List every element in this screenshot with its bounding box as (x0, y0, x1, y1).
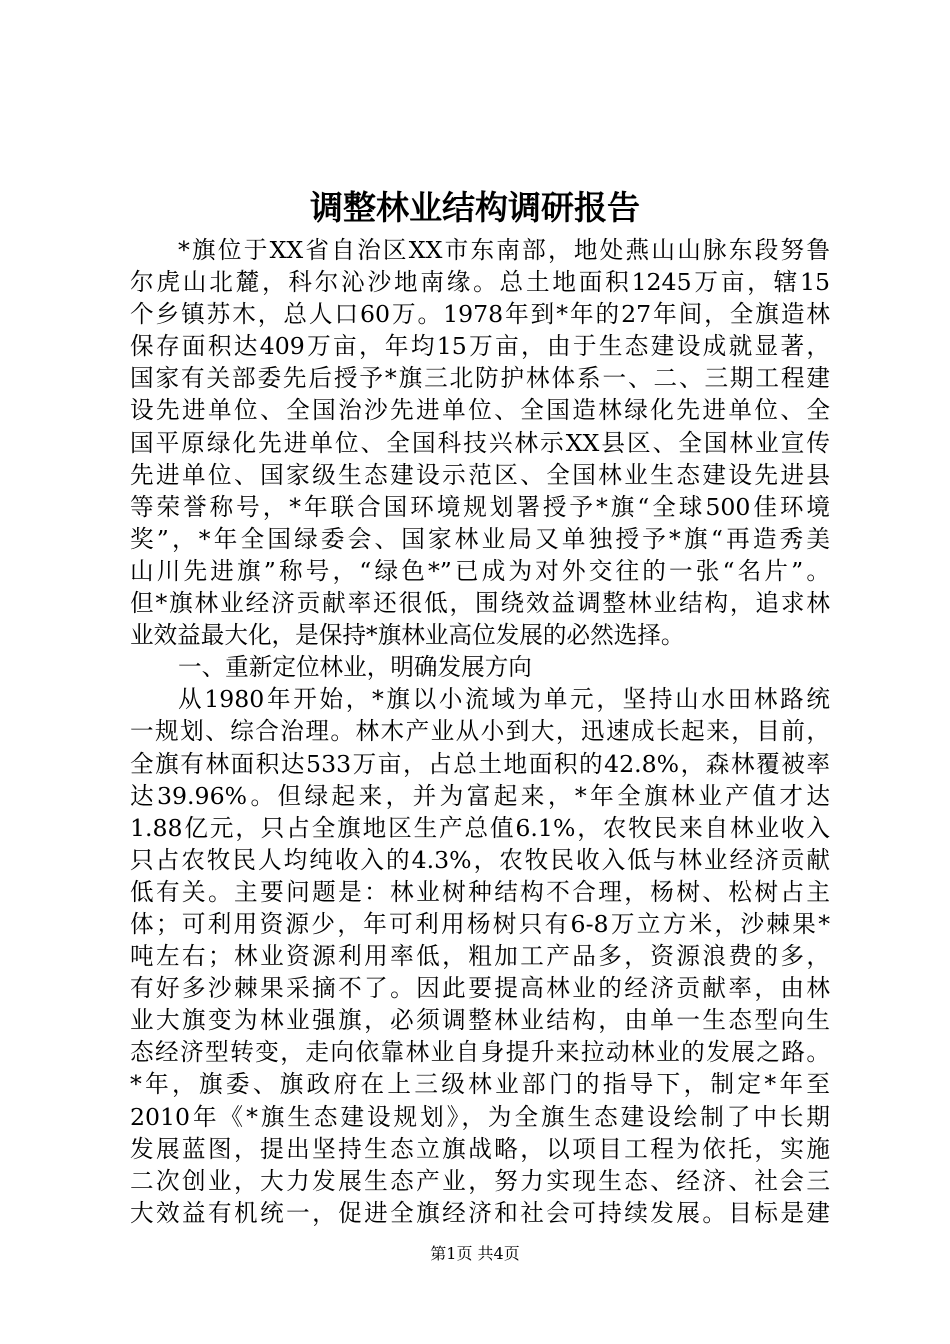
text-line: *旗位于XX省自治区XX市东南部，地处燕山山脉东段努鲁 (178, 236, 830, 264)
text-line: 设先进单位、全国治沙先进单位、全国造林绿化先进单位、全 (130, 396, 830, 425)
text-line: 二次创业，大力发展生态产业，努力实现生态、经济、社会三 (130, 1166, 830, 1195)
text-line: 2010年《*旗生态建设规划》，为全旗生态建设绘制了中长期 (130, 1102, 830, 1131)
text-line: 个乡镇苏木，总人口60万。1978年到*年的27年间，全旗造林 (130, 300, 830, 329)
section-heading: 一、重新定位林业，明确发展方向 (178, 653, 532, 682)
text-line: 一规划、综合治理。林木产业从小到大，迅速成长起来，目前， (130, 717, 830, 746)
text-line: 山川先进旗”称号，“绿色*”已成为对外交往的一张“名片”。 (130, 556, 830, 585)
page-footer: 第1页 共4页 (430, 1244, 520, 1263)
text-line: 从1980年开始，*旗以小流域为单元，坚持山水田林路统 (178, 685, 830, 714)
text-line: 业效益最大化，是保持*旗林业高位发展的必然选择。 (130, 621, 685, 650)
document-title: 调整林业结构调研报告 (310, 188, 640, 227)
text-line: 体；可利用资源少，年可利用杨树只有6-8万立方米，沙棘果* (130, 909, 830, 938)
text-line: 态经济型转变，走向依靠林业自身提升来拉动林业的发展之路。 (130, 1038, 830, 1067)
text-line: 只占农牧民人均纯收入的4.3%，农牧民收入低与林业经济贡献 (130, 845, 830, 874)
text-line: 业大旗变为林业强旗，必须调整林业结构，由单一生态型向生 (130, 1006, 830, 1035)
text-line: 全旗有林面积达533万亩，占总土地面积的42.8%，森林覆被率 (130, 749, 830, 778)
text-line: 保存面积达409万亩，年均15万亩，由于生态建设成就显著， (130, 332, 830, 361)
text-line: 1.88亿元，只占全旗地区生产总值6.1%，农牧民来自林业收入 (130, 813, 830, 842)
document-body (130, 234, 830, 1229)
text-line: 达39.96%。但绿起来，并为富起来，*年全旗林业产值才达 (130, 781, 830, 810)
text-line: 奖”，*年全国绿委会、国家林业局又单独授予*旗“再造秀美 (130, 524, 830, 553)
text-line: 先进单位、国家级生态建设示范区、全国林业生态建设先进县 (130, 460, 830, 489)
text-line: 低有关。主要问题是：林业树种结构不合理，杨树、松树占主 (130, 877, 830, 906)
text-line: *年，旗委、旗政府在上三级林业部门的指导下，制定*年至 (130, 1070, 830, 1099)
text-line: 尔虎山北麓，科尔沁沙地南缘。总土地面积1245万亩，辖15 (130, 268, 830, 297)
text-line: 大效益有机统一，促进全旗经济和社会可持续发展。目标是建 (130, 1198, 830, 1227)
text-line: 发展蓝图，提出坚持生态立旗战略，以项目工程为依托，实施 (130, 1134, 830, 1163)
text-line: 国家有关部委先后授予*旗三北防护林体系一、二、三期工程建 (130, 364, 830, 393)
text-line: 等荣誉称号，*年联合国环境规划署授予*旗“全球500佳环境 (130, 492, 830, 521)
text-line: 国平原绿化先进单位、全国科技兴林示XX县区、全国林业宣传 (130, 428, 830, 457)
text-line: 但*旗林业经济贡献率还很低，围绕效益调整林业结构，追求林 (130, 589, 830, 618)
text-line: 有好多沙棘果采摘不了。因此要提高林业的经济贡献率，由林 (130, 974, 830, 1003)
text-line: 吨左右；林业资源利用率低，粗加工产品多，资源浪费的多， (130, 942, 830, 971)
